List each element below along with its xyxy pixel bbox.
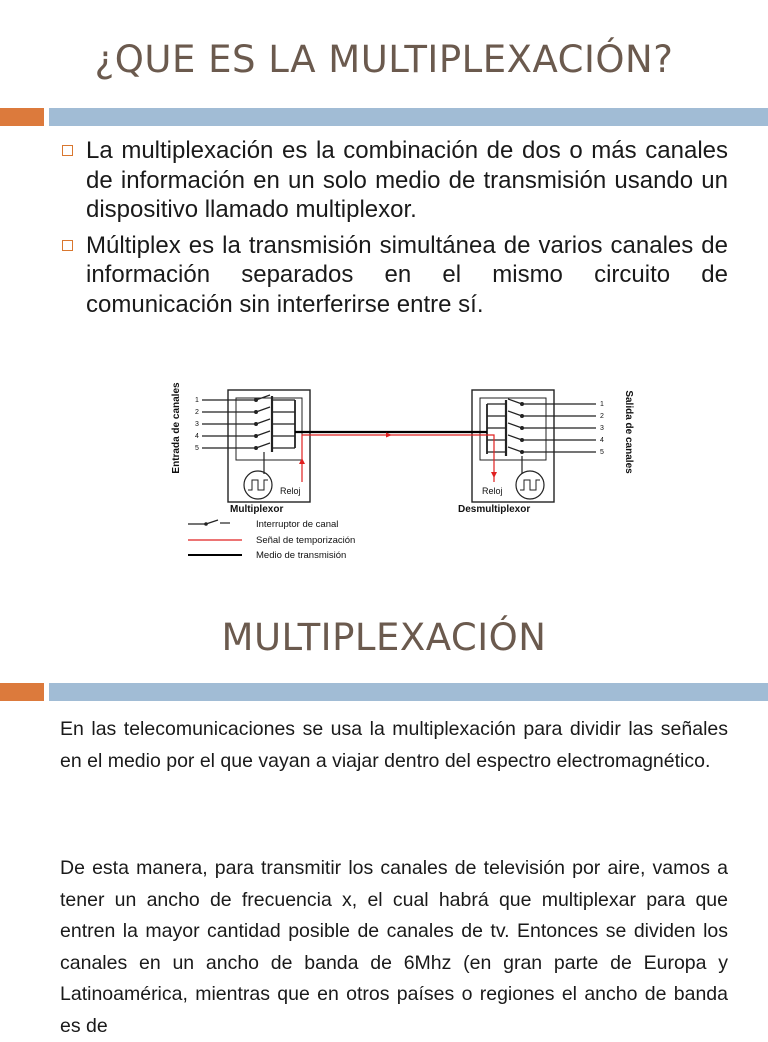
output-channel-number: 3: [600, 425, 604, 432]
input-channel-number: 1: [195, 397, 199, 404]
timing-arrow-icon: [491, 472, 497, 478]
input-channel-number: 2: [195, 409, 199, 416]
legend-label: Señal de temporización: [256, 535, 356, 546]
slide2-title-band: [0, 683, 768, 701]
slide2-title: MULTIPLEXACIÓN: [221, 616, 547, 659]
slide1-title: ¿QUE ES LA MULTIPLEXACIÓN?: [94, 38, 674, 81]
bullet-item: [60, 136, 728, 225]
slide1-title-band: [0, 108, 768, 126]
output-channels-label: Salida de canales: [623, 390, 634, 474]
bullet-item: [60, 231, 728, 320]
slide2-paragraph: De esta manera, para transmitir los canales de televisión por aire, vamos a tener un ancho de frecuencia x, el cual habrá que multiplexar para que entren la mayor cantidad posible de canales de tv. Entonces se dividen los canales en un ancho de banda de 6Mhz (en gran parte de Europa y Latinoamérica, mientras que en otros países o regiones el ancho de banda es de: [60, 857, 728, 1037]
timing-arrow-icon: [386, 433, 392, 438]
bullet-text: Múltiplex es la transmisión simultánea de varios canales de información separados en el mismo circuito de comunicación sin interferirse entre sí.: [86, 231, 728, 318]
input-channel-number: 5: [195, 445, 199, 452]
demultiplexer-label: Desmultiplexor: [458, 504, 531, 515]
legend-label: Interruptor de canal: [256, 519, 339, 530]
band-blue-bar: [49, 683, 768, 701]
input-channel-number: 3: [195, 421, 199, 428]
slide1-bullet-list: [60, 136, 728, 325]
multiplexing-diagram: [160, 382, 640, 572]
square-bullet-icon: [62, 240, 73, 251]
square-bullet-icon: [62, 145, 73, 156]
bullet-text: La multiplexación es la combinación de dos o más canales de información en un solo medio de transmisión usando un dispositivo llamado multiplexor.: [86, 137, 728, 223]
demux-clock-label: Reloj: [482, 486, 503, 496]
timing-signal-line: [302, 435, 494, 482]
band-orange-block: [0, 108, 44, 126]
band-blue-bar: [49, 108, 768, 126]
slide2-paragraph: En las telecomunicaciones se usa la multiplexación para dividir las señales en el medio por el que vayan a viajar dentro del espectro electromagnético.: [60, 718, 728, 772]
input-channel-number: 4: [195, 433, 199, 440]
diagram-legend: [188, 519, 355, 561]
legend-label: Medio de transmisión: [256, 550, 347, 561]
output-channel-number: 4: [600, 437, 604, 444]
band-orange-block: [0, 683, 44, 701]
mux-clock-label: Reloj: [280, 486, 301, 496]
input-channels-label: Entrada de canales: [171, 382, 182, 474]
output-channel-number: 1: [600, 401, 604, 408]
output-channel-number: 2: [600, 413, 604, 420]
timing-arrow-icon: [299, 458, 305, 464]
multiplexer-label: Multiplexor: [230, 504, 284, 515]
output-channel-number: 5: [600, 449, 604, 456]
